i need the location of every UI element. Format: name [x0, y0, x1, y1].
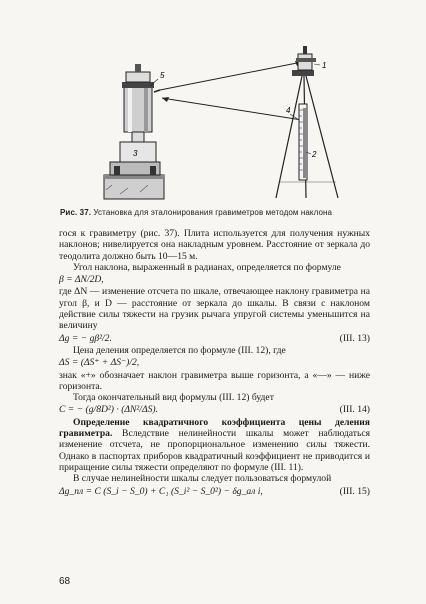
paragraph-3: где ΔN — изменение отсчета по шкале, отвечающее наклону гравиметра на угол β, и D — расстояние от зеркала до шкалы. В связи с наклоном действие силы тяжести на грузик рычага упругой системы уменьшится на величину: [59, 286, 370, 332]
formula-iii-14-text: C = − (g/8D²) · (ΔN²/ΔS).: [59, 404, 158, 416]
figure-label-1: 1: [322, 61, 327, 70]
figure-label-4: 4: [286, 106, 291, 115]
paragraph-7: [59, 417, 370, 473]
figure-caption-label: Рис. 37.: [60, 208, 92, 217]
paragraph-6: Тогда окончательный вид формулы (III. 12) будет: [73, 392, 274, 404]
formula-iii-14: [59, 404, 370, 415]
paragraph-5: знак «+» обозначает наклон гравиметра выше горизонта, а «—» — ниже горизонта.: [59, 369, 370, 392]
formula-iii-15: [59, 486, 370, 497]
formula-delta-s-text: ΔS = (ΔS⁺ + ΔS⁻)/2,: [59, 357, 140, 369]
section-heading: Определение квадратичного коэффициента цены деления гравиметра.: [59, 416, 370, 440]
paragraph-4: Цена деления определяется по формуле (III. 12), где: [73, 344, 286, 356]
figure-label-3: 3: [133, 149, 138, 158]
figure-caption-text: Установка для эталонирования гравиметров методом наклона: [91, 208, 333, 217]
formula-beta-text: β = ΔN/2D,: [59, 274, 104, 286]
page-number: 68: [59, 576, 71, 587]
formula-iii-15-text: Δg_пл = C (S_i − S_0) + C₁ (S_i² − S_0²) − δg_ал i,: [59, 485, 263, 497]
paragraph-7-text: Вследствие нелинейности шкалы может наблюдаться изменение отсчета, не пропорциональное изменению силы тяжести. Однако в паспортах приборов квадратичный коэффициент не приводится и приращение силы тяжести определяют по формуле (III. 11).: [59, 428, 370, 473]
figure-caption: [60, 208, 380, 217]
body-text: [59, 228, 370, 498]
figure-label-5: 5: [160, 71, 165, 80]
formula-iii-15-number: (III. 15): [339, 485, 370, 497]
formula-beta: [59, 274, 370, 285]
figure-37-illustration: [80, 22, 365, 208]
formula-delta-s: [59, 357, 370, 368]
paragraph-2: Угол наклона, выраженный в радианах, определяется по формуле: [73, 261, 341, 273]
formula-iii-13-text: Δg = − gβ²/2.: [59, 332, 112, 344]
formula-iii-14-number: (III. 14): [339, 404, 370, 416]
paragraph-1: гося к гравиметру (рис. 37). Плита используется для получения нужных наклонов; нивелируется она накладным уровнем. Расстояние от зеркала до теодолита должно быть 10—15 м.: [59, 228, 370, 262]
formula-iii-13: [59, 333, 370, 344]
paragraph-8: В случае нелинейности шкалы следует пользоваться формулой: [73, 473, 332, 485]
formula-iii-13-number: (III. 13): [339, 332, 370, 344]
figure-label-2: 2: [312, 150, 317, 159]
